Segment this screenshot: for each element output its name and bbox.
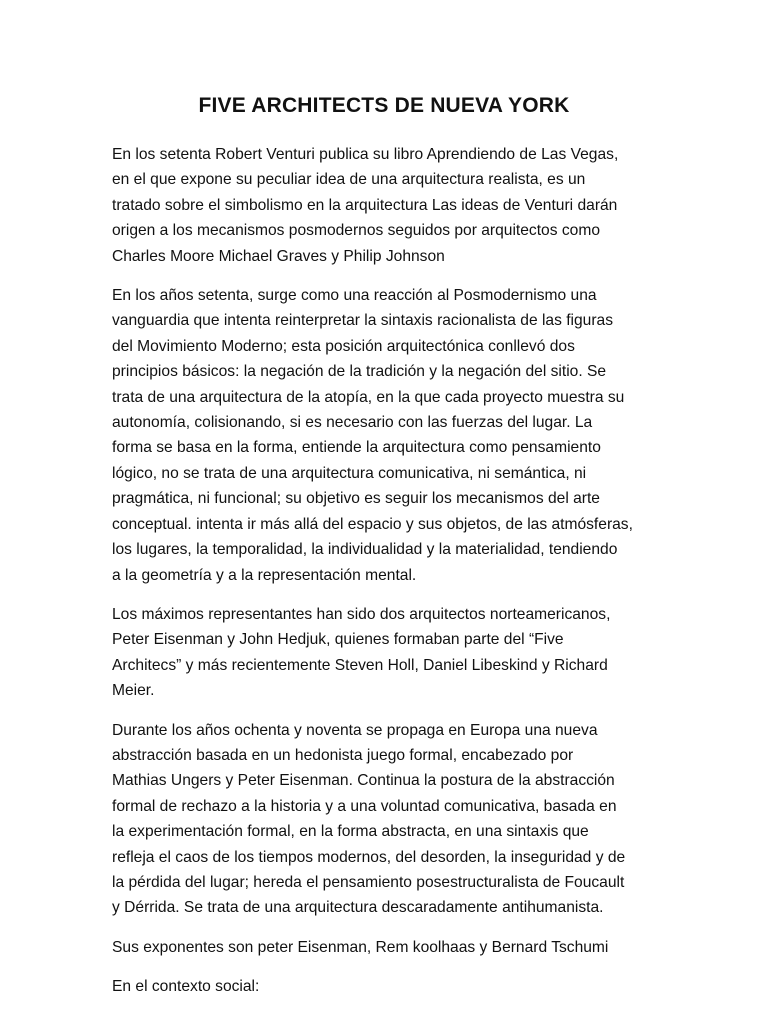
text-line: autonomía, colisionando, si es necesario con las fuerzas del lugar. La xyxy=(112,414,593,432)
text-line: principios básicos: la negación de la tradición y la negación del sitio. Se xyxy=(112,363,607,381)
text-line: Charles Moore Michael Graves y Philip Johnson xyxy=(112,247,445,265)
paragraph xyxy=(112,142,657,269)
text-line: refleja el caos de los tiempos modernos, del desorden, la inseguridad y de xyxy=(112,848,626,866)
text-line: formal de rechazo a la historia y a una voluntad comunicativa, basada en xyxy=(112,797,617,815)
text-line: Meier. xyxy=(112,682,155,700)
paragraph xyxy=(112,283,657,588)
paragraph xyxy=(112,935,657,960)
text-line: origen a los mecanismos posmodernos seguidos por arquitectos como xyxy=(112,222,600,240)
text-line: Architecs” y más recientemente Steven Holl, Daniel Libeskind y Richard xyxy=(112,656,608,674)
text-line: y Dérrida. Se trata de una arquitectura descaradamente antihumanista. xyxy=(112,899,604,917)
paragraph xyxy=(112,974,657,999)
text-line: trata de una arquitectura de la atopía, en la que cada proyecto muestra su xyxy=(112,388,625,406)
text-line: abstracción basada en un hedonista juego formal, encabezado por xyxy=(112,746,574,764)
text-line: Peter Eisenman y John Hedjuk, quienes formaban parte del “Five xyxy=(112,631,564,649)
text-line: los lugares, la temporalidad, la individualidad y la materialidad, tendiendo xyxy=(112,541,618,559)
text-line: Los máximos representantes han sido dos arquitectos norteamericanos, xyxy=(112,605,611,623)
text-line: conceptual. intenta ir más allá del espacio y sus objetos, de las atmósferas, xyxy=(112,515,633,533)
text-line: Durante los años ochenta y noventa se propaga en Europa una nueva xyxy=(112,721,598,739)
text-line: la pérdida del lugar; hereda el pensamiento posestructuralista de Foucault xyxy=(112,873,625,891)
text-line: En los setenta Robert Venturi publica su libro Aprendiendo de Las Vegas, xyxy=(112,146,619,163)
document-body xyxy=(112,142,657,1014)
document-title: FIVE ARCHITECTS DE NUEVA YORK xyxy=(198,94,570,117)
text-line: la experimentación formal, en la forma abstracta, en una sintaxis que xyxy=(112,823,589,841)
paragraph xyxy=(112,602,657,704)
text-line: En el contexto social: xyxy=(112,978,260,996)
text-line: del Movimiento Moderno; esta posición arquitectónica conllevó dos xyxy=(112,337,575,355)
text-line: forma se basa en la forma, entiende la arquitectura como pensamiento xyxy=(112,439,601,457)
text-line: a la geometría y a la representación mental. xyxy=(112,566,417,584)
text-line: En los años setenta, surge como una reacción al Posmodernismo una xyxy=(112,287,597,305)
paragraph xyxy=(112,718,657,921)
text-line: en el que expone su peculiar idea de una arquitectura realista, es un xyxy=(112,171,586,189)
text-line: Mathias Ungers y Peter Eisenman. Continua la postura de la abstracción xyxy=(112,772,615,790)
text-line: lógico, no se trata de una arquitectura comunicativa, ni semántica, ni xyxy=(112,464,587,482)
text-line: vanguardia que intenta reinterpretar la sintaxis racionalista de las figuras xyxy=(112,312,614,330)
text-line: Sus exponentes son peter Eisenman, Rem koolhaas y Bernard Tschumi xyxy=(112,938,609,956)
text-line: tratado sobre el simbolismo en la arquitectura Las ideas de Venturi darán xyxy=(112,196,618,214)
text-line: pragmática, ni funcional; su objetivo es seguir los mecanismos del arte xyxy=(112,490,600,508)
